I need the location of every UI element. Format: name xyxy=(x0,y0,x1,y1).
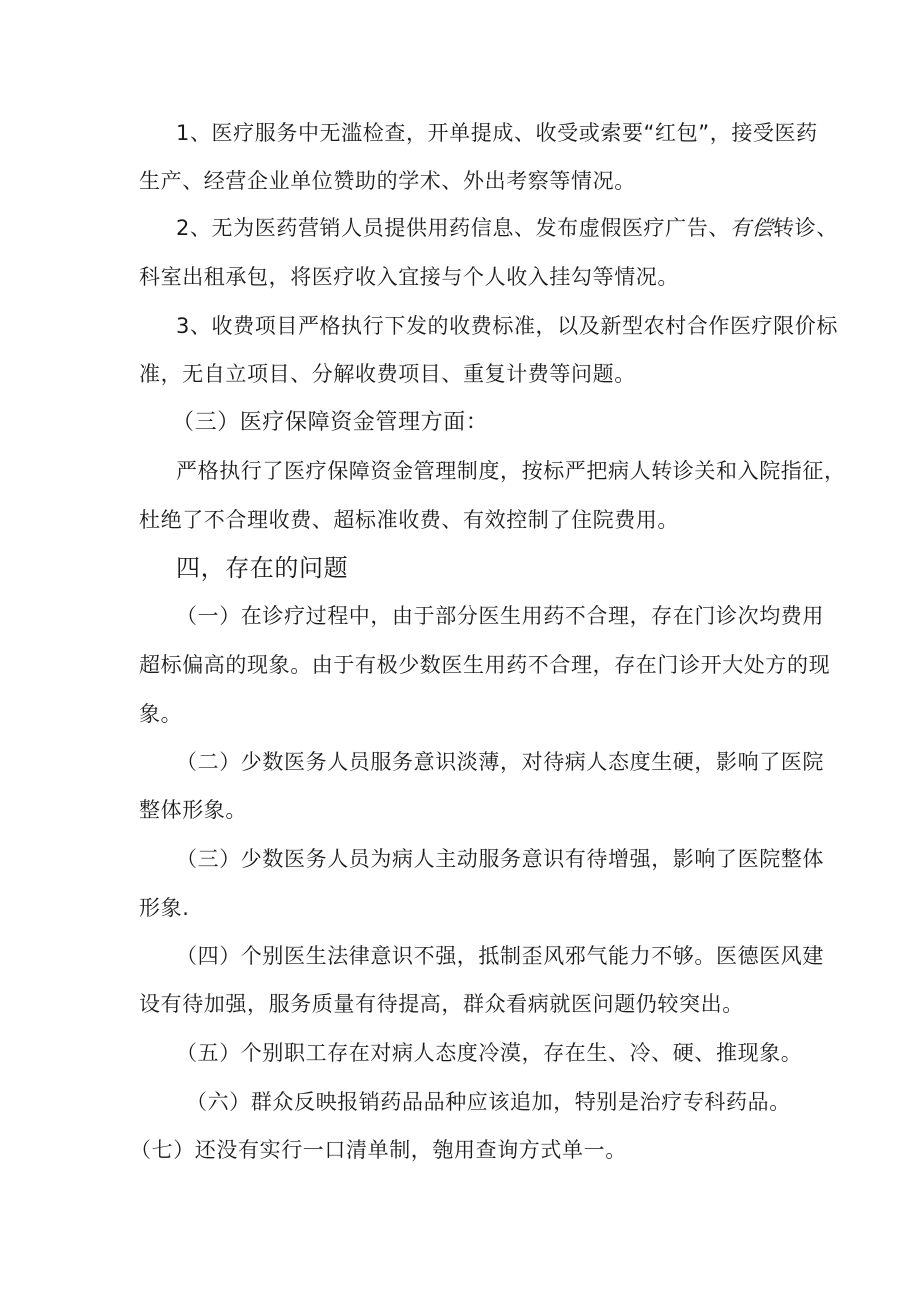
problem6: （六）群众反映报销药品品种应该追加，特别是治疗专科药品。 xyxy=(186,1090,791,1114)
item1-line1: 1、医疗服务中无滥检查，开单提成、收受或索要“红包”，接受医药 xyxy=(176,121,818,145)
problem5: （五）个别职工存在对病人态度冷漠，存在生、冷、硬、推现象。 xyxy=(176,1041,803,1065)
problems-heading: 四，存在的问题 xyxy=(176,554,349,582)
item3-line1: 3、收费项目严格执行下发的收费标准，以及新型农村合作医疗限价标 xyxy=(176,314,838,338)
fund-line2: 杜绝了不合理收费、超标准收费、有效控制了住院费用。 xyxy=(139,508,679,532)
item1-line2: 生产、经营企业单位赞助的学术、外出考察等情况。 xyxy=(139,169,636,193)
fund-heading: （三）医疗保障资金管理方面： xyxy=(172,410,489,435)
problem4-line2: 设有待加强，服务质量有待提高，群众看病就医问题仍较突出。 xyxy=(139,992,744,1016)
problem1-line1: （一）在诊疗过程中，由于部分医生用药不合理，存在门诊次均费用 xyxy=(176,604,824,628)
item2-line1-text-b: 转诊、 xyxy=(773,216,838,240)
problem2-line1: （二）少数医务人员服务意识淡薄，对待病人态度生硬，影响了医院 xyxy=(176,750,824,774)
problem1-line2: 超标偏高的现象。由于有极少数医生用药不合理，存在门诊开大处方的现 xyxy=(139,653,831,677)
item2-line1-italic: 有偿 xyxy=(729,216,774,240)
problem4-line1: （四）个别医生法律意识不强，抵制歪风邪气能力不够。医德医风建 xyxy=(176,944,824,968)
item3-line2: 准，无自立项目、分解收费项目、重复计费等问题。 xyxy=(139,362,636,386)
problem7: （七）还没有实行一口清单制，匏用查询方式单一。 xyxy=(130,1138,627,1162)
problem1-line3: 象。 xyxy=(139,702,183,726)
item2-line1-text-a: 2、无为医药营销人员提供用药信息、发布虚假医疗广告、 xyxy=(176,216,730,240)
problem2-line2: 整体形象。 xyxy=(139,798,247,822)
problem3-line1: （三）少数医务人员为病人主动服务意识有待增强，影响了医院整体 xyxy=(176,847,824,871)
item2-line1 xyxy=(176,213,838,243)
fund-line1: 严格执行了医疗保障资金管理制度，按标严把病人转诊关和入院指征， xyxy=(176,459,846,483)
problem3-line2: 形象. xyxy=(139,896,190,920)
item2-line2: 科室出租承包，将医疗收入宜接与个人收入挂勾等情况。 xyxy=(139,265,679,289)
